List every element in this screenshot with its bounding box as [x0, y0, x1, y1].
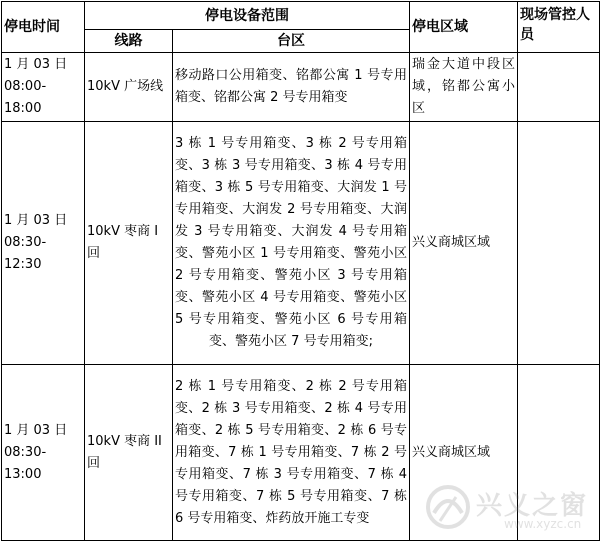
- row-time: 1 月 03 日 08:00-18:00: [2, 53, 85, 122]
- row-staff: [518, 122, 600, 365]
- row-region: 兴义商城区域: [410, 122, 518, 365]
- row-region: 瑞金大道中段区域，铭都公寓小区: [410, 53, 518, 122]
- row-line: 10kV 枣商 II 回: [85, 365, 173, 541]
- watermark-url: www.xyzc.cn: [504, 517, 582, 531]
- row-staff: [518, 365, 600, 541]
- header-time: 停电时间: [2, 2, 85, 53]
- table-row: [2, 365, 600, 541]
- header-line: 线路: [85, 30, 173, 53]
- table-row: [2, 53, 600, 122]
- row-line: 10kV 广场线: [85, 53, 173, 122]
- header-scope: 停电设备范围: [85, 2, 410, 30]
- row-stations: 2 栋 1 号专用箱变、2 栋 2 号专用箱变、2 栋 3 号专用箱变、2 栋 4 号专用箱变、2 栋 5 号专用箱变、2 栋 6 号专用箱变、7 栋 1 号专用箱变、7 栋 2 号专用箱变、7 栋 3 号专用箱变、7 栋 4 号专用箱变、7 栋 5 号专用箱变、7 栋 6 号专用箱变、炸药放开施工专变: [173, 365, 410, 541]
- header-region: 停电区域: [410, 2, 518, 53]
- power-outage-table: [1, 1, 600, 541]
- header-station: 台区: [173, 30, 410, 53]
- table-row: [2, 122, 600, 365]
- row-region: 兴义商城区域: [410, 365, 518, 541]
- row-stations: 3 栋 1 号专用箱变、3 栋 2 号专用箱变、3 栋 3 号专用箱变、3 栋 4 号专用箱变、3 栋 5 号专用箱变、大润发 1 号专用箱变、大润发 2 号专用箱变、大润发 3 号专用箱变、大润发 4 号专用箱变、警苑小区 1 号专用箱变、警苑小区 2 号专用箱变、警苑小区 3 号专用箱变、警苑小区 4 号专用箱变、警苑小区 5 号专用箱变、警苑小区 6 号专用箱变、警苑小区 7 号专用箱变;: [173, 122, 410, 365]
- row-time: 1 月 03 日 08:30-12:30: [2, 122, 85, 365]
- row-line: 10kV 枣商 I 回: [85, 122, 173, 365]
- row-stations: 移动路口公用箱变、铭都公寓 1 号专用箱变、铭都公寓 2 号专用箱变: [173, 53, 410, 122]
- watermark-text: 兴义之窗: [476, 491, 589, 521]
- row-time: 1 月 03 日 08:30-13:00: [2, 365, 85, 541]
- header-row: [2, 2, 600, 30]
- header-staff: 现场管控人员: [518, 2, 600, 53]
- row-staff: [518, 53, 600, 122]
